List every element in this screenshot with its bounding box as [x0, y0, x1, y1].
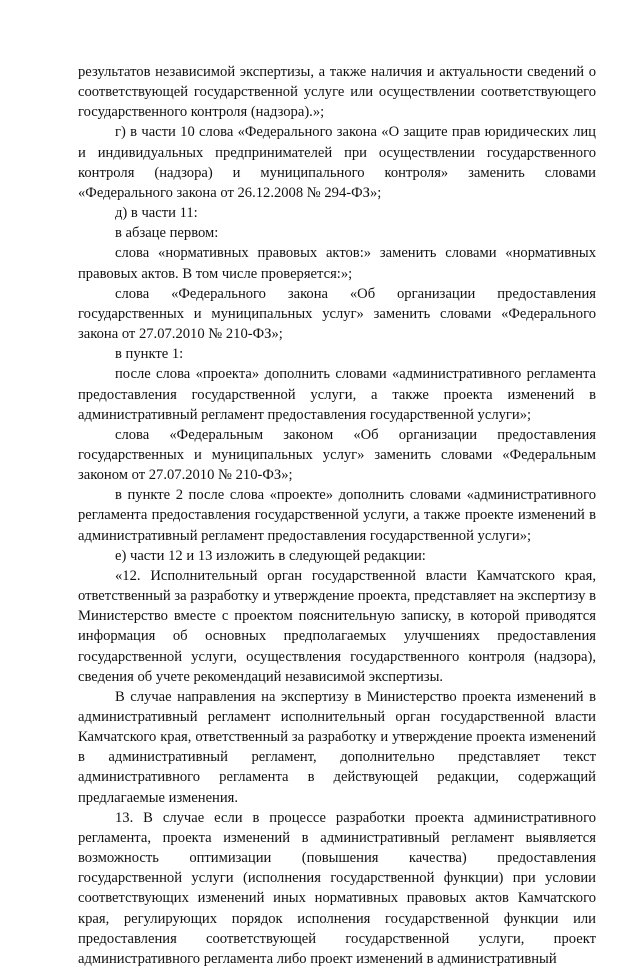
paragraph-7: в пункте 1:: [115, 346, 184, 363]
paragraph-9: слова «Федеральным законом «Об организации предоставления государственных и муниципальных услуг» заменить словами «Федеральным законом от 27.07.2010 № 210-ФЗ»;: [78, 426, 596, 484]
paragraph-11: е) части 12 и 13 изложить в следующей редакции:: [115, 547, 426, 564]
paragraph-6: слова «Федерального закона «Об организации предоставления государственных и муниципальных услуг» заменить словами «Федерального закона от 27.07.2010 № 210-ФЗ»;: [78, 285, 596, 343]
paragraph-13: В случае направления на экспертизу в Министерство проекта изменений в административный регламент исполнительный орган государственной власти Камчатского края, ответственный за разработку и утверждение проекта изменений в административный регламент, дополнительно представляет текст административного регламента в действующей редакции, содержащий предлагаемые изменения.: [78, 688, 596, 806]
paragraph-3: д) в части 11:: [115, 205, 198, 222]
paragraph-4: в абзаце первом:: [115, 225, 219, 242]
paragraph-8: после слова «проекта» дополнить словами «административного регламента предоставления государственной услуги, а также проекта изменений в административный регламент предоставления государственной услуги»;: [78, 366, 596, 423]
paragraph-14: 13. В случае если в процессе разработки проекта административного регламента, проекта изменений в административный регламент выявляется возможность оптимизации (повышения качества) предоставления государственной услуги (исполнения государственной функции) при условии соответствующих изменений иных нормативных правовых актов Камчатского края, регулирующих порядок исполнения государственной функции или предоставления соответствующей государственной услуги, проект административного регламента либо проект изменений в административный: [78, 809, 596, 967]
paragraph-12: «12. Исполнительный орган государственной власти Камчатского края, ответственный за разработку и утверждение проекта, представляет на экспертизу в Министерство вместе с проектом пояснительную записку, в которой приводятся информация об основных предполагаемых улучшениях предоставления государственной услуги, осуществления государственного контроля (надзора), сведения об учете рекомендаций независимой экспертизы.: [78, 567, 596, 685]
paragraph-2: г) в части 10 слова «Федерального закона «О защите прав юридических лиц и индивидуальных предпринимателей при осуществлении государственного контроля (надзора) и муниципального контроля» заменить словами «Федерального закона от 26.12.2008 № 294-ФЗ»;: [78, 124, 596, 201]
document-body: [78, 62, 596, 969]
paragraph-1: результатов независимой экспертизы, а также наличия и актуальности сведений о соответствующей государственной услуге или осуществлении соответствующего государственного контроля (надзора).»;: [78, 64, 596, 121]
paragraph-5: слова «нормативных правовых актов:» заменить словами «нормативных правовых актов. В том числе проверяется:»;: [78, 245, 596, 282]
paragraph-10: в пункте 2 после слова «проекте» дополнить словами «административного регламента предоставления государственной услуги, а также проекте изменений в административный регламент предоставления государственной услуги»;: [78, 487, 596, 544]
